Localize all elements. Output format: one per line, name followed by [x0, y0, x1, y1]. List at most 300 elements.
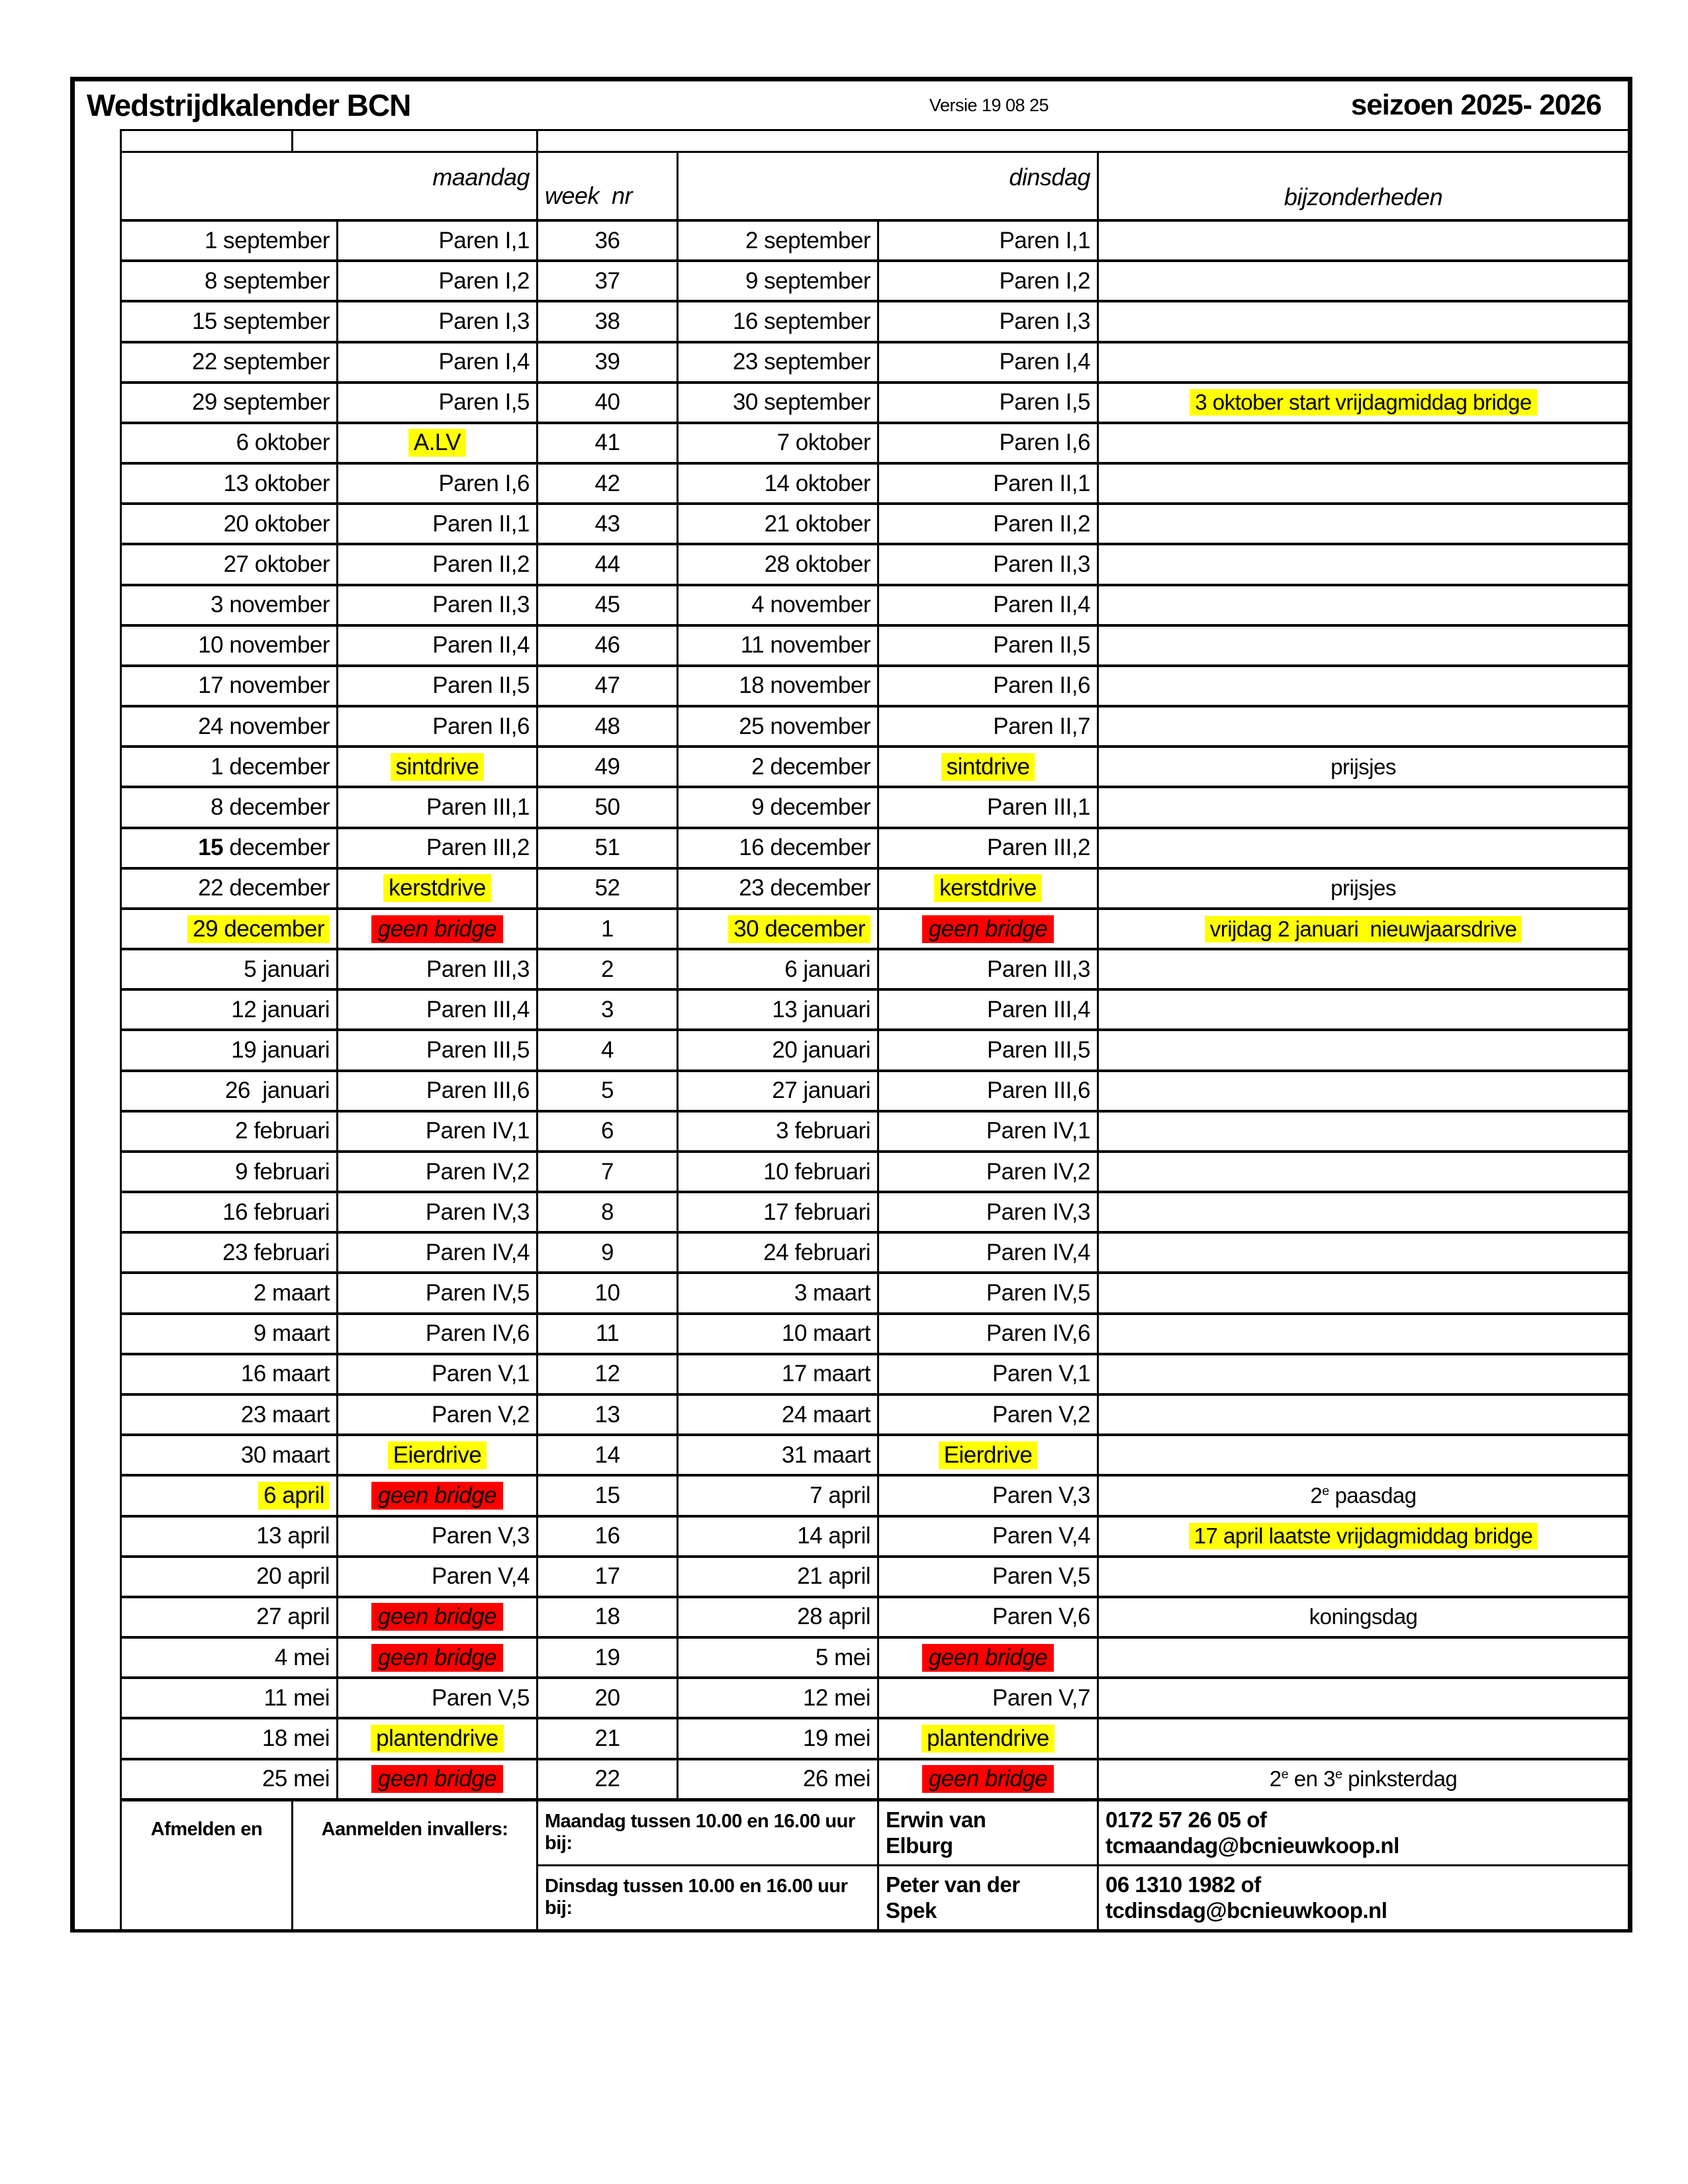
- notes-cell: [1099, 1639, 1628, 1676]
- monday-event-cell: geen bridge: [338, 1760, 538, 1798]
- column-header-notes: bijzonderheden: [1284, 183, 1443, 210]
- table-row: [120, 827, 1628, 867]
- week-number-cell: 51: [538, 829, 679, 867]
- table-row: [120, 1353, 1628, 1393]
- notes-cell: [1099, 465, 1628, 502]
- notes-cell: [1099, 667, 1628, 705]
- monday-event-cell: Paren IV,3: [338, 1193, 538, 1231]
- notes-cell: 2e paasdag: [1310, 1482, 1417, 1508]
- table-row: [120, 664, 1628, 705]
- monday-event-cell: Paren II,5: [338, 667, 538, 705]
- monday-date-cell: 19 januari: [120, 1031, 338, 1069]
- table-row: [120, 907, 1628, 948]
- version-label: Versie 19 08 25: [929, 95, 1049, 115]
- table-row: [120, 1758, 1628, 1798]
- week-number-cell: 43: [538, 505, 679, 543]
- monday-contact-details: 0172 57 26 05 of tcmaandag@bcnieuwkoop.nl: [1105, 1807, 1399, 1858]
- week-number-cell: 41: [538, 424, 679, 462]
- table-row: [120, 1271, 1628, 1312]
- week-number-cell: 10: [538, 1274, 679, 1312]
- monday-event-cell: Paren I,2: [338, 262, 538, 300]
- monday-event-cell: Paren III,4: [338, 991, 538, 1028]
- tuesday-event-cell: Paren IV,5: [879, 1274, 1099, 1312]
- monday-event-cell: Paren I,4: [338, 343, 538, 381]
- monday-event-cell: Paren III,3: [338, 950, 538, 988]
- notes-cell: [1099, 1315, 1628, 1353]
- tuesday-date-cell: 16 december: [679, 829, 879, 867]
- table-row: [120, 1028, 1628, 1069]
- week-number-cell: 19: [538, 1639, 679, 1676]
- table-row: [120, 1312, 1628, 1353]
- week-number-cell: 11: [538, 1315, 679, 1353]
- notes-cell: [1099, 1072, 1628, 1110]
- tuesday-date-cell: 28 oktober: [679, 545, 879, 583]
- tuesday-date-cell: 18 november: [679, 667, 879, 705]
- tuesday-date-cell: 30 september: [679, 384, 879, 422]
- table-row: [120, 1110, 1628, 1150]
- calendar-rows: [75, 219, 1628, 1798]
- tuesday-event-cell: Paren I,2: [879, 262, 1099, 300]
- week-number-cell: 16: [538, 1518, 679, 1555]
- monday-event-cell: geen bridge: [338, 910, 538, 948]
- notes-cell: [1099, 991, 1628, 1028]
- tuesday-date-cell: 21 april: [679, 1558, 879, 1596]
- tuesday-date-cell: 23 september: [679, 343, 879, 381]
- tuesday-event-cell: Paren I,1: [879, 222, 1099, 259]
- monday-date-cell: 13 april: [120, 1518, 338, 1555]
- tuesday-date-cell: 3 maart: [679, 1274, 879, 1312]
- tuesday-date-cell: 5 mei: [679, 1639, 879, 1676]
- week-number-cell: 8: [538, 1193, 679, 1231]
- tuesday-event-cell: Paren II,7: [879, 707, 1099, 745]
- table-row: [120, 1515, 1628, 1555]
- notes-cell: [1099, 1153, 1628, 1191]
- notes-cell: [1099, 424, 1628, 462]
- table-row: [120, 1069, 1628, 1110]
- monday-date-cell: 2 februari: [120, 1113, 338, 1150]
- week-number-cell: 18: [538, 1598, 679, 1636]
- notes-cell: [1099, 1558, 1628, 1596]
- monday-date-cell: 9 maart: [120, 1315, 338, 1353]
- monday-event-cell: geen bridge: [338, 1477, 538, 1514]
- notes-cell: [1099, 262, 1628, 300]
- footer-contact-block: [538, 1801, 1628, 1929]
- week-number-cell: 39: [538, 343, 679, 381]
- week-number-cell: 14: [538, 1436, 679, 1474]
- table-row: [120, 341, 1628, 381]
- tuesday-date-cell: 16 september: [679, 302, 879, 340]
- table-row: [120, 1433, 1628, 1474]
- table-row: [120, 219, 1628, 259]
- monday-date-cell: 22 september: [120, 343, 338, 381]
- tuesday-date-cell: 7 oktober: [679, 424, 879, 462]
- monday-date-cell: 22 december: [120, 870, 338, 907]
- table-row: [120, 1596, 1628, 1636]
- monday-date-cell: 20 oktober: [120, 505, 338, 543]
- monday-event-cell: Paren I,1: [338, 222, 538, 259]
- week-number-cell: 6: [538, 1113, 679, 1150]
- tuesday-event-cell: Paren I,3: [879, 302, 1099, 340]
- monday-date-cell: 9 februari: [120, 1153, 338, 1191]
- table-row: [120, 462, 1628, 502]
- spacer-cell: [538, 131, 1628, 151]
- table-row: [120, 786, 1628, 826]
- monday-date-cell: 10 november: [120, 627, 338, 664]
- week-number-cell: 48: [538, 707, 679, 745]
- monday-event-cell: Paren V,1: [338, 1355, 538, 1393]
- footer-tuesday-contact-row: [538, 1864, 1628, 1929]
- monday-date-cell: 24 november: [120, 707, 338, 745]
- monday-date-cell: 29 december: [120, 910, 338, 948]
- tuesday-date-cell: 23 december: [679, 870, 879, 907]
- monday-event-cell: plantendrive: [338, 1719, 538, 1757]
- tuesday-event-cell: Paren III,3: [879, 950, 1099, 988]
- page-title: Wedstrijdkalender BCN: [87, 88, 411, 122]
- tuesday-date-cell: 26 mei: [679, 1760, 879, 1798]
- tuesday-event-cell: Paren V,7: [879, 1679, 1099, 1717]
- week-number-cell: 4: [538, 1031, 679, 1069]
- tuesday-event-cell: Paren III,6: [879, 1072, 1099, 1110]
- calendar-sheet: [70, 77, 1632, 1933]
- footer-aanmelden-label: Aanmelden invallers:: [293, 1801, 538, 1929]
- tuesday-date-cell: 6 januari: [679, 950, 879, 988]
- tuesday-date-cell: 19 mei: [679, 1719, 879, 1757]
- tuesday-event-cell: Paren II,5: [879, 627, 1099, 664]
- monday-date-cell: 12 januari: [120, 991, 338, 1028]
- tuesday-date-cell: 24 februari: [679, 1234, 879, 1271]
- table-row: [120, 948, 1628, 988]
- tuesday-date-cell: 7 april: [679, 1477, 879, 1514]
- spacer-cell: [293, 131, 538, 151]
- tuesday-date-cell: 9 september: [679, 262, 879, 300]
- tuesday-date-cell: 12 mei: [679, 1679, 879, 1717]
- spacer-cell: [120, 131, 293, 151]
- week-number-cell: 49: [538, 748, 679, 786]
- monday-contact-hours: Maandag tussen 10.00 en 16.00 uur bij:: [538, 1801, 879, 1864]
- monday-date-cell: 3 november: [120, 586, 338, 624]
- notes-cell: 17 april laatste vrijdagmiddag bridge: [1099, 1518, 1628, 1555]
- week-number-cell: 50: [538, 788, 679, 826]
- monday-event-cell: Paren II,6: [338, 707, 538, 745]
- week-number-cell: 5: [538, 1072, 679, 1110]
- tuesday-event-cell: Paren II,4: [879, 586, 1099, 624]
- table-row: [120, 1555, 1628, 1596]
- week-number-cell: 13: [538, 1396, 679, 1433]
- header-row: [120, 151, 1628, 219]
- notes-cell: [1099, 707, 1628, 745]
- table-row: [120, 300, 1628, 340]
- monday-event-cell: Paren II,3: [338, 586, 538, 624]
- monday-event-cell: Paren IV,5: [338, 1274, 538, 1312]
- week-number-cell: 40: [538, 384, 679, 422]
- monday-event-cell: Paren II,4: [338, 627, 538, 664]
- week-number-cell: 37: [538, 262, 679, 300]
- notes-cell: vrijdag 2 januari nieuwjaarsdrive: [1099, 910, 1628, 948]
- monday-event-cell: Paren V,4: [338, 1558, 538, 1596]
- monday-date-cell: 2 maart: [120, 1274, 338, 1312]
- monday-event-cell: Paren II,1: [338, 505, 538, 543]
- monday-date-cell: 23 maart: [120, 1396, 338, 1433]
- tuesday-date-cell: 10 maart: [679, 1315, 879, 1353]
- tuesday-event-cell: Paren V,6: [879, 1598, 1099, 1636]
- notes-cell: [1099, 627, 1628, 664]
- notes-cell: prijsjes: [1331, 876, 1396, 901]
- tuesday-event-cell: Paren IV,6: [879, 1315, 1099, 1353]
- tuesday-contact-hours: Dinsdag tussen 10.00 en 16.00 uur bij:: [538, 1866, 879, 1929]
- monday-date-cell: 13 oktober: [120, 465, 338, 502]
- week-number-cell: 44: [538, 545, 679, 583]
- monday-event-cell: Paren III,2: [338, 829, 538, 867]
- tuesday-event-cell: Paren V,2: [879, 1396, 1099, 1433]
- tuesday-date-cell: 2 september: [679, 222, 879, 259]
- tuesday-date-cell: 20 januari: [679, 1031, 879, 1069]
- table-row: [120, 1474, 1628, 1514]
- monday-date-cell: 5 januari: [120, 950, 338, 988]
- monday-date-cell: 11 mei: [120, 1679, 338, 1717]
- table-row: [120, 422, 1628, 462]
- tuesday-date-cell: 3 februari: [679, 1113, 879, 1150]
- monday-date-cell: 27 oktober: [120, 545, 338, 583]
- notes-cell: [1099, 829, 1628, 867]
- table-row: [120, 1636, 1628, 1676]
- tuesday-event-cell: Paren I,6: [879, 424, 1099, 462]
- tuesday-event-cell: Paren IV,4: [879, 1234, 1099, 1271]
- notes-cell: [1099, 1274, 1628, 1312]
- monday-date-cell: 6 april: [120, 1477, 338, 1514]
- week-number-cell: 20: [538, 1679, 679, 1717]
- table-row: [120, 624, 1628, 664]
- notes-cell: [1099, 1436, 1628, 1474]
- monday-date-cell: 4 mei: [120, 1639, 338, 1676]
- monday-date-cell: 27 april: [120, 1598, 338, 1636]
- notes-cell: prijsjes: [1331, 754, 1396, 779]
- tuesday-event-cell: Paren IV,1: [879, 1113, 1099, 1150]
- week-number-cell: 22: [538, 1760, 679, 1798]
- notes-cell: [1099, 1355, 1628, 1393]
- tuesday-event-cell: geen bridge: [879, 910, 1099, 948]
- season-label: seizoen 2025- 2026: [1350, 89, 1601, 121]
- notes-cell: [1099, 1234, 1628, 1271]
- tuesday-event-cell: Paren V,1: [879, 1355, 1099, 1393]
- table-row: [120, 867, 1628, 907]
- notes-cell: [1099, 505, 1628, 543]
- notes-cell: [1099, 1113, 1628, 1150]
- week-number-cell: 42: [538, 465, 679, 502]
- monday-event-cell: Paren I,6: [338, 465, 538, 502]
- monday-date-cell: 20 april: [120, 1558, 338, 1596]
- tuesday-date-cell: 9 december: [679, 788, 879, 826]
- tuesday-date-cell: 2 december: [679, 748, 879, 786]
- footer: [120, 1798, 1628, 1929]
- tuesday-event-cell: geen bridge: [879, 1760, 1099, 1798]
- footer-afmelden-label: Afmelden en: [120, 1801, 293, 1929]
- monday-date-cell: 15 december: [120, 829, 338, 867]
- tuesday-event-cell: Paren V,5: [879, 1558, 1099, 1596]
- tuesday-date-cell: 11 november: [679, 627, 879, 664]
- monday-date-cell: 15 september: [120, 302, 338, 340]
- monday-date-cell: 23 februari: [120, 1234, 338, 1271]
- monday-event-cell: kerstdrive: [338, 870, 538, 907]
- monday-event-cell: A.LV: [338, 424, 538, 462]
- notes-cell: [1099, 1031, 1628, 1069]
- table-row: [120, 502, 1628, 543]
- tuesday-date-cell: 17 februari: [679, 1193, 879, 1231]
- monday-event-cell: Paren V,3: [338, 1518, 538, 1555]
- table-row: [120, 381, 1628, 422]
- tuesday-event-cell: Paren III,1: [879, 788, 1099, 826]
- monday-date-cell: 16 februari: [120, 1193, 338, 1231]
- tuesday-event-cell: Paren II,3: [879, 545, 1099, 583]
- footer-monday-contact-row: [538, 1801, 1628, 1864]
- week-number-cell: 47: [538, 667, 679, 705]
- table-row: [120, 705, 1628, 745]
- tuesday-contact-name: Peter van der Spek: [879, 1866, 1099, 1929]
- monday-contact-name: Erwin van Elburg: [879, 1801, 1099, 1864]
- notes-cell: [1099, 950, 1628, 988]
- tuesday-event-cell: Eierdrive: [879, 1436, 1099, 1474]
- monday-event-cell: geen bridge: [338, 1598, 538, 1636]
- tuesday-event-cell: plantendrive: [879, 1719, 1099, 1757]
- tuesday-date-cell: 28 april: [679, 1598, 879, 1636]
- tuesday-event-cell: Paren III,2: [879, 829, 1099, 867]
- monday-event-cell: Paren III,6: [338, 1072, 538, 1110]
- notes-cell: 3 oktober start vrijdagmiddag bridge: [1099, 384, 1628, 422]
- notes-cell: [1099, 1679, 1628, 1717]
- tuesday-date-cell: 21 oktober: [679, 505, 879, 543]
- table-row: [120, 1717, 1628, 1757]
- monday-event-cell: sintdrive: [338, 748, 538, 786]
- tuesday-event-cell: kerstdrive: [879, 870, 1099, 907]
- notes-cell: 2e en 3e pinksterdag: [1269, 1766, 1458, 1792]
- week-number-cell: 2: [538, 950, 679, 988]
- monday-event-cell: Eierdrive: [338, 1436, 538, 1474]
- tuesday-event-cell: Paren III,4: [879, 991, 1099, 1028]
- monday-date-cell: 17 november: [120, 667, 338, 705]
- monday-date-cell: 8 september: [120, 262, 338, 300]
- notes-cell: [1099, 302, 1628, 340]
- notes-cell: [1099, 222, 1628, 259]
- week-number-cell: 9: [538, 1234, 679, 1271]
- monday-event-cell: Paren I,3: [338, 302, 538, 340]
- monday-event-cell: geen bridge: [338, 1639, 538, 1676]
- week-number-cell: 38: [538, 302, 679, 340]
- tuesday-event-cell: Paren III,5: [879, 1031, 1099, 1069]
- monday-event-cell: Paren V,2: [338, 1396, 538, 1433]
- table-row: [120, 1393, 1628, 1433]
- tuesday-date-cell: 24 maart: [679, 1396, 879, 1433]
- monday-date-cell: 6 oktober: [120, 424, 338, 462]
- monday-date-cell: 18 mei: [120, 1719, 338, 1757]
- week-number-cell: 45: [538, 586, 679, 624]
- week-number-cell: 21: [538, 1719, 679, 1757]
- table-row: [120, 1676, 1628, 1717]
- notes-cell: [1099, 343, 1628, 381]
- tuesday-event-cell: sintdrive: [879, 748, 1099, 786]
- week-number-cell: 17: [538, 1558, 679, 1596]
- notes-cell: [1099, 545, 1628, 583]
- notes-cell: [1099, 1719, 1628, 1757]
- week-number-cell: 12: [538, 1355, 679, 1393]
- monday-event-cell: Paren V,5: [338, 1679, 538, 1717]
- table-row: [120, 988, 1628, 1028]
- notes-cell: [1099, 788, 1628, 826]
- table-row: [120, 1150, 1628, 1191]
- monday-date-cell: 29 september: [120, 384, 338, 422]
- monday-date-cell: 26 januari: [120, 1072, 338, 1110]
- week-number-cell: 15: [538, 1477, 679, 1514]
- monday-date-cell: 25 mei: [120, 1760, 338, 1798]
- notes-cell: koningsdag: [1309, 1604, 1418, 1629]
- tuesday-date-cell: 13 januari: [679, 991, 879, 1028]
- tuesday-date-cell: 14 april: [679, 1518, 879, 1555]
- tuesday-event-cell: geen bridge: [879, 1639, 1099, 1676]
- monday-event-cell: Paren I,5: [338, 384, 538, 422]
- week-number-cell: 1: [538, 910, 679, 948]
- week-number-cell: 52: [538, 870, 679, 907]
- table-row: [120, 584, 1628, 624]
- tuesday-date-cell: 4 november: [679, 586, 879, 624]
- monday-event-cell: Paren III,1: [338, 788, 538, 826]
- tuesday-event-cell: Paren IV,3: [879, 1193, 1099, 1231]
- notes-cell: [1099, 1193, 1628, 1231]
- table-row: [120, 259, 1628, 300]
- tuesday-event-cell: Paren V,3: [879, 1477, 1099, 1514]
- tuesday-date-cell: 14 oktober: [679, 465, 879, 502]
- table-row: [120, 745, 1628, 786]
- tuesday-event-cell: Paren II,1: [879, 465, 1099, 502]
- monday-date-cell: 30 maart: [120, 1436, 338, 1474]
- tuesday-event-cell: Paren II,2: [879, 505, 1099, 543]
- week-number-cell: 46: [538, 627, 679, 664]
- week-number-cell: 36: [538, 222, 679, 259]
- notes-cell: [1099, 586, 1628, 624]
- tuesday-date-cell: 30 december: [679, 910, 879, 948]
- monday-date-cell: 16 maart: [120, 1355, 338, 1393]
- table-row: [120, 1191, 1628, 1231]
- tuesday-event-cell: Paren IV,2: [879, 1153, 1099, 1191]
- tuesday-event-cell: Paren V,4: [879, 1518, 1099, 1555]
- table-row: [120, 543, 1628, 583]
- notes-cell: [1099, 1396, 1628, 1433]
- monday-date-cell: 8 december: [120, 788, 338, 826]
- week-number-cell: 3: [538, 991, 679, 1028]
- week-number-cell: 7: [538, 1153, 679, 1191]
- tuesday-date-cell: 31 maart: [679, 1436, 879, 1474]
- tuesday-event-cell: Paren I,5: [879, 384, 1099, 422]
- tuesday-date-cell: 25 november: [679, 707, 879, 745]
- tuesday-date-cell: 27 januari: [679, 1072, 879, 1110]
- table-row: [120, 1231, 1628, 1271]
- tuesday-contact-details: 06 1310 1982 of tcdinsdag@bcnieuwkoop.nl: [1105, 1872, 1387, 1923]
- column-header-week: week nr: [538, 153, 679, 219]
- monday-date-cell: 1 december: [120, 748, 338, 786]
- tuesday-event-cell: Paren I,4: [879, 343, 1099, 381]
- monday-event-cell: Paren IV,2: [338, 1153, 538, 1191]
- column-header-tuesday: dinsdag: [679, 153, 1099, 219]
- monday-date-cell: 1 september: [120, 222, 338, 259]
- column-header-monday: maandag: [120, 153, 538, 219]
- monday-event-cell: Paren IV,1: [338, 1113, 538, 1150]
- tuesday-date-cell: 17 maart: [679, 1355, 879, 1393]
- tuesday-date-cell: 10 februari: [679, 1153, 879, 1191]
- monday-event-cell: Paren IV,6: [338, 1315, 538, 1353]
- spacer-row: [120, 129, 1628, 151]
- tuesday-event-cell: Paren II,6: [879, 667, 1099, 705]
- monday-event-cell: Paren II,2: [338, 545, 538, 583]
- monday-event-cell: Paren III,5: [338, 1031, 538, 1069]
- monday-event-cell: Paren IV,4: [338, 1234, 538, 1271]
- title-row: [75, 81, 1628, 129]
